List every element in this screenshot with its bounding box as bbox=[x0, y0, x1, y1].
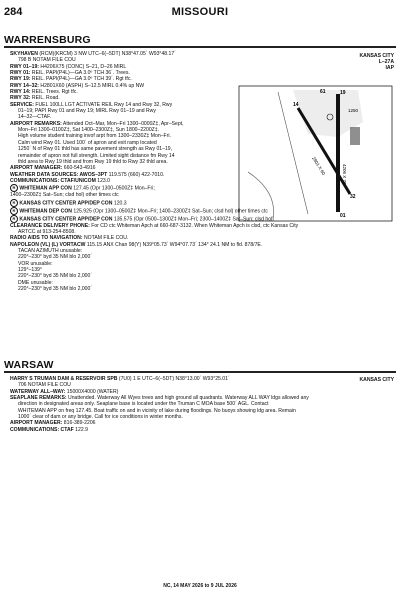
entry-line: thld area to Rwy 19 thld and from Rwy 19 thld to Rwy 32 thld area. bbox=[18, 158, 168, 165]
entry-line: Calm wind Rwy 01. Used 100´ of apron and exit ramp located bbox=[18, 139, 157, 146]
svg-text:2801 X 60: 2801 X 60 bbox=[311, 155, 327, 176]
entry-line: direction in designated areas only. Seaplane base is located under the Truman C MOA base 500´ AGL. Contact bbox=[18, 401, 269, 408]
section-rule bbox=[4, 371, 396, 373]
entry-line: 220°–230° byd 35 NM blo 2,000´ bbox=[18, 273, 93, 280]
chart-tag-warrensburg: KANSAS CITY L–27A IAP bbox=[359, 53, 394, 71]
entry-line: AIRPORT REMARKS: Attended Oct–Mar, Mon–Fri 1300–0000Z‡, Apr–Sept, bbox=[10, 120, 184, 127]
entry-line: NAPOLEON (VL) (L) VORTACW 115.15 ANX Chan 98(Y) N39°05.73´ W94°07.73´ 134° 24.1 NM to fld. 878/7E. bbox=[10, 241, 263, 248]
entry-line: AIRPORT MANAGER: 816-389-2206 bbox=[10, 420, 96, 427]
page-header bbox=[0, 0, 400, 22]
entry-line: 129°–139° bbox=[18, 266, 42, 273]
svg-text:1250: 1250 bbox=[348, 108, 359, 113]
entry-line: SERVICE: FUEL 100LL LGT ACTIVATE REIL Rwy 14 and Rwy 32, Rwy bbox=[10, 101, 173, 108]
svg-text:32: 32 bbox=[350, 194, 356, 200]
airport-diagram bbox=[238, 82, 394, 222]
entry-line: AIRPORT MANAGER: 660-543-4916 bbox=[10, 165, 96, 172]
entry-line: ARTCC at 913-254-8508. bbox=[18, 228, 76, 235]
radar-icon: R bbox=[10, 184, 18, 192]
comm-line: R KANSAS CITY CENTER APP/DEP CON 135.575 (Opr 0500–1300Z‡ Mon–Fri; 2300–1400Z‡ Sat–Sun; clsd hol) bbox=[10, 215, 235, 223]
entry-line: RWY 19: REIL. PAPI(P4L)—GA 3.0º TCH 39´. Rgt tfc. bbox=[10, 76, 132, 83]
entry-line: 706 NOTAM FILE COU bbox=[18, 382, 71, 389]
comm-line: R WHITEMAN DEP CON 125.925 (Opr 1300–0500Z‡ Mon–Fri; 1400–2300Z‡ Sat–Sun; clsd hol) other times ctc bbox=[10, 207, 235, 215]
entry-line: 220°–230° byd 35 NM blo 2,000´ bbox=[18, 254, 93, 261]
entry-line: DME unusable: bbox=[18, 279, 53, 286]
svg-text:61: 61 bbox=[320, 89, 326, 95]
entry-line: 01–19; PAPI Rwy 01 and Rwy 19; MIRL Rwy 01–19 and Rwy bbox=[18, 108, 156, 115]
section-rule bbox=[4, 46, 396, 48]
page-number: 284 bbox=[4, 6, 23, 18]
entry-line: RWY 01: REIL. PAPI(P4L)—GA 3.0º TCH 36´. Trees. bbox=[10, 70, 130, 77]
svg-text:01: 01 bbox=[340, 213, 346, 219]
entry-line: WATERWAY ALL–WAY: 15000X4000 (WATER) bbox=[10, 388, 119, 395]
entry-line: 220°–230° byd 35 NM blo 2,000´ bbox=[18, 286, 93, 292]
comm-line: R WHITEMAN APP CON 127.45 (Opr 1300–0500Z‡ Mon–Fri; bbox=[10, 184, 235, 192]
entry-line: SKYHAVEN (RCM)(KRCM) 3 NW UTC–6(–5DT) N38°47.05´ W93°48.17´ bbox=[10, 51, 176, 57]
entry-line: WEATHER DATA SOURCES: AWOS–3PT 119.575 (660) 422-7010. bbox=[10, 171, 165, 178]
entry-line: COMMUNICATIONS: CTAF/UNICOM 123.0 bbox=[10, 177, 110, 184]
entry-line: remainder of apron not full strength. Limited sight distance fm Rwy 14 bbox=[18, 152, 175, 159]
comm-line: R KANSAS CITY CENTER APP/DEP CON 120.3 bbox=[10, 199, 235, 207]
radar-icon: R bbox=[10, 215, 18, 223]
entry-line: COMMUNICATIONS: CTAF 122.9 bbox=[10, 426, 88, 433]
entry-line: 798 B NOTAM FILE COU bbox=[18, 57, 76, 64]
radar-icon: R bbox=[10, 207, 18, 215]
city-warsaw: WARSAW bbox=[4, 359, 54, 371]
entry-line: HARRY S TRUMAN DAM & RESERVOIR SPB (7U0) 1 E UTC–6(–5DT) N38°13.00´ W93°25.01´ bbox=[10, 376, 230, 382]
entry-line: 14–32—CTAF. bbox=[18, 114, 52, 121]
entry-line: TACAN AZIMUTH unusable: bbox=[18, 247, 83, 254]
airport-diagram-svg bbox=[238, 82, 394, 222]
entry-line: RWY 32: REIL. Road. bbox=[10, 95, 60, 102]
entry-line: RWY 14–32: H2801X60 (ASPH) S–12.5 MIRL 0.4% up NW bbox=[10, 82, 145, 89]
city-warrensburg: WARRENSBURG bbox=[4, 34, 91, 46]
svg-text:14: 14 bbox=[293, 102, 299, 108]
entry-line: CLEARANCE DELIVERY PHONE: For CD ctc Whiteman Apch at 660-687-3132. When Whiteman Apch is clsd, ctc Kansas City bbox=[10, 222, 299, 229]
warrensburg-entry bbox=[10, 51, 299, 292]
page-footer: NC, 14 MAY 2026 to 9 JUL 2026 bbox=[163, 583, 237, 589]
entry-line: 1000´ clear of dam or any bridge. Call for ice conditions in winter months. bbox=[18, 414, 183, 421]
entry-line: SEAPLANE REMARKS: Unattended. Waterway All Wyes trees and high ground all quadrants. Waterway ALL WAY ldgs allowed any bbox=[10, 395, 309, 402]
entry-line: 1250´ N of Rwy 01 thld has same pavement strength as Rwy 01–19, bbox=[18, 146, 173, 153]
radar-icon: R bbox=[10, 199, 18, 207]
entry-line: High volume student training invof arpt from 1300–2330Z‡ Mon–Fri. bbox=[18, 133, 171, 140]
entry-line: VOR unusable: bbox=[18, 260, 53, 267]
svg-text:19: 19 bbox=[340, 90, 346, 96]
svg-text:4206 X 75: 4206 X 75 bbox=[342, 164, 347, 185]
warsaw-entry bbox=[10, 376, 309, 433]
chart-tag-warsaw: KANSAS CITY bbox=[359, 377, 394, 383]
comm-line: 1400–2300Z‡ Sat–Sun; clsd hol) other times ctc bbox=[10, 192, 119, 199]
entry-line: WHITEMAN APP on freq 127.45. Boat traffic on and in vicinity of lake during floodings. No buoys showing ldg area. Remain bbox=[18, 407, 296, 414]
state-title: MISSOURI bbox=[171, 6, 229, 18]
entry-line: RADIO AIDS TO NAVIGATION: NOTAM FILE COU. bbox=[10, 235, 129, 242]
entry-line: RWY 01–19: H4206X75 (CONC) S–21, D–26 MIRL bbox=[10, 63, 127, 70]
entry-line: RWY 14: REIL. Trees. Rgt tfc. bbox=[10, 89, 78, 96]
entry-line: Mon–Fri 1300–0100Z‡, Sat 1400–2300Z‡, Sun 1800–2200Z‡. bbox=[18, 127, 160, 134]
